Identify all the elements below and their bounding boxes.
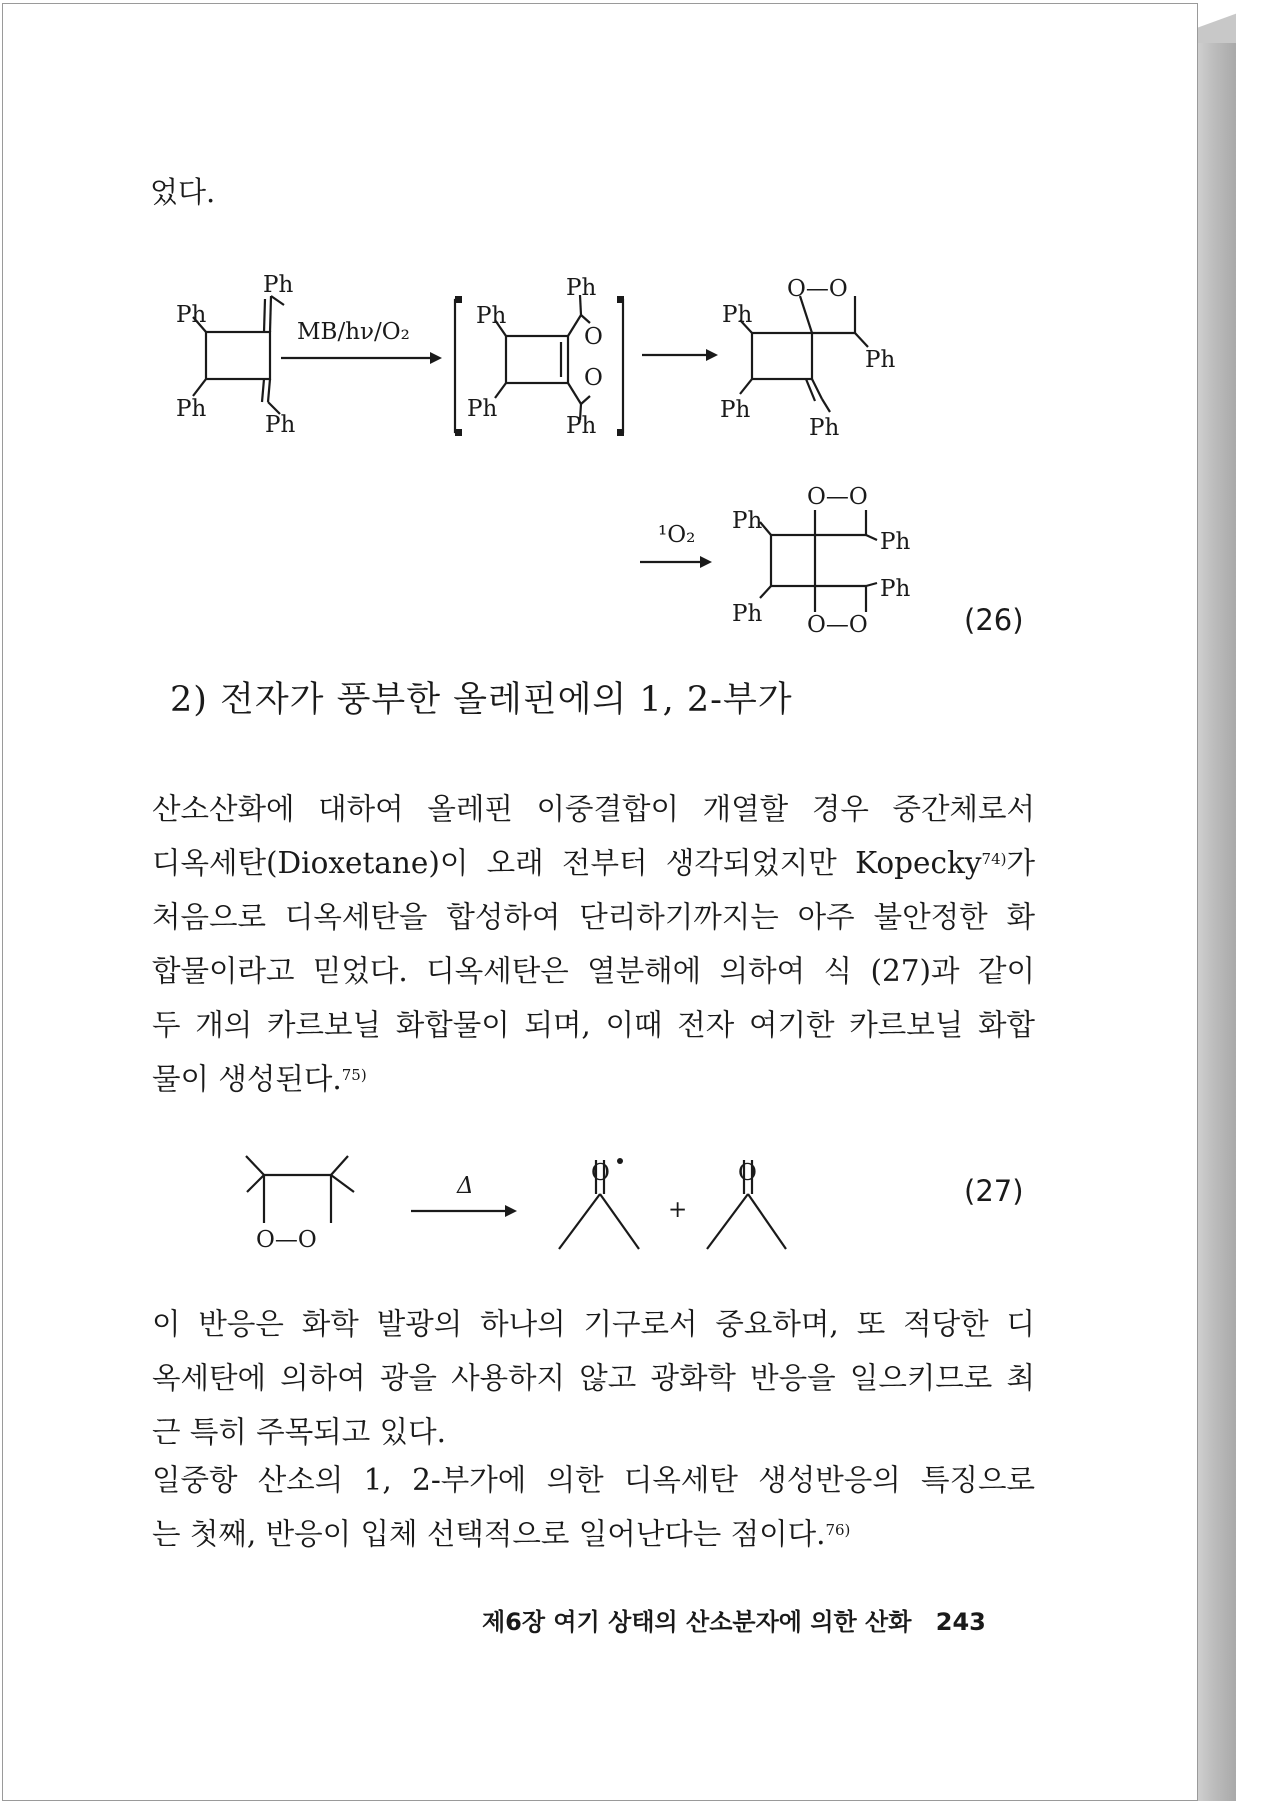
ph-label: Ph xyxy=(809,415,840,441)
ph-label: Ph xyxy=(263,272,294,298)
peroxide-label: O—O xyxy=(787,276,848,302)
ph-label: Ph xyxy=(732,508,763,534)
ph-label: Ph xyxy=(880,529,911,555)
ph-label: Ph xyxy=(467,396,498,422)
paragraph-line: 이 반응은 화학 발광의 하나의 기구로서 중요하며, 또 적당한 디 xyxy=(152,1307,1035,1341)
running-footer xyxy=(482,1602,986,1637)
ph-label: Ph xyxy=(865,347,896,373)
ph-label: Ph xyxy=(720,397,751,423)
oxygen-label: O xyxy=(591,1160,610,1186)
equation-number-27: (27) xyxy=(964,1174,1024,1208)
footnote-ref-75: 75) xyxy=(341,1066,367,1084)
paragraph-line: 일중항 산소의 1, 2-부가에 의한 디옥세탄 생성반응의 특징으로 xyxy=(152,1463,1035,1497)
page-top-text: 었다. xyxy=(150,175,216,209)
oxygen-label: O xyxy=(738,1160,757,1186)
paragraph-line: 는 첫째, 반응이 입체 선택적으로 일어난다는 점이다.$^{76)}$ xyxy=(152,1517,851,1551)
paragraph-line: 산소산화에 대하여 올레핀 이중결합이 개열할 경우 중간체로서 xyxy=(152,792,1035,826)
paragraph-line: 물이 생성된다.$^{75)}$ xyxy=(152,1062,367,1096)
ph-label: Ph xyxy=(566,413,597,439)
peroxide-label: O—O xyxy=(807,612,868,638)
footnote-ref-74: 74) xyxy=(981,850,1007,868)
ph-label: Ph xyxy=(176,302,207,328)
page-corner xyxy=(1198,3,1236,43)
paragraph-line: 옥세탄에 의하여 광을 사용하지 않고 광화학 반응을 일으키므로 최 xyxy=(152,1361,1035,1395)
oxygen-label: O xyxy=(584,365,603,391)
oxygen-label: O xyxy=(584,324,603,350)
chapter-title: 제6장 여기 상태의 산소분자에 의한 산화 xyxy=(482,1608,912,1636)
section-heading: 2) 전자가 풍부한 올레핀에의 1, 2-부가 xyxy=(170,680,793,720)
page-edge-shadow xyxy=(1198,5,1236,1801)
paragraph-line: 합물이라고 믿었다. 디옥세탄은 열분해에 의하여 식 (27)과 같이 xyxy=(152,954,1035,988)
ph-label: Ph xyxy=(265,412,296,438)
paragraph-line: 두 개의 카르보닐 화합물이 되며, 이때 전자 여기한 카르보닐 화합 xyxy=(152,1008,1035,1042)
paragraph-3 xyxy=(152,1453,1035,1561)
ph-label: Ph xyxy=(476,303,507,329)
tetramethyl-dioxetane xyxy=(246,1156,354,1223)
footnote-ref-76: 76) xyxy=(825,1521,851,1539)
ph-label: Ph xyxy=(732,601,763,627)
paragraph-line: 처음으로 디옥세탄을 합성하여 단리하기까지는 아주 불안정한 화 xyxy=(152,900,1035,934)
ph-label: Ph xyxy=(880,576,911,602)
peroxide-label: O—O xyxy=(256,1227,317,1253)
page-number: 243 xyxy=(935,1608,986,1636)
heat-symbol: Δ xyxy=(457,1173,474,1199)
paragraph-line: 디옥세탄(Dioxetane)이 오래 전부터 생각되었지만 Kopecky$^{74)}$가 xyxy=(152,846,1035,880)
ph-label: Ph xyxy=(566,275,597,301)
ph-label: Ph xyxy=(176,396,207,422)
ph-label: Ph xyxy=(722,302,753,328)
peroxide-label: O—O xyxy=(807,484,868,510)
reagent-singlet-oxygen: ¹O₂ xyxy=(658,522,696,548)
plus-sign: + xyxy=(668,1197,688,1223)
equation-number-26: (26) xyxy=(964,603,1024,637)
paragraph-line: 근 특히 주목되고 있다. xyxy=(152,1415,446,1449)
reagent-mb-hv-o2: MB/hν/O₂ xyxy=(297,319,410,345)
paragraph-2 xyxy=(152,1297,1035,1459)
